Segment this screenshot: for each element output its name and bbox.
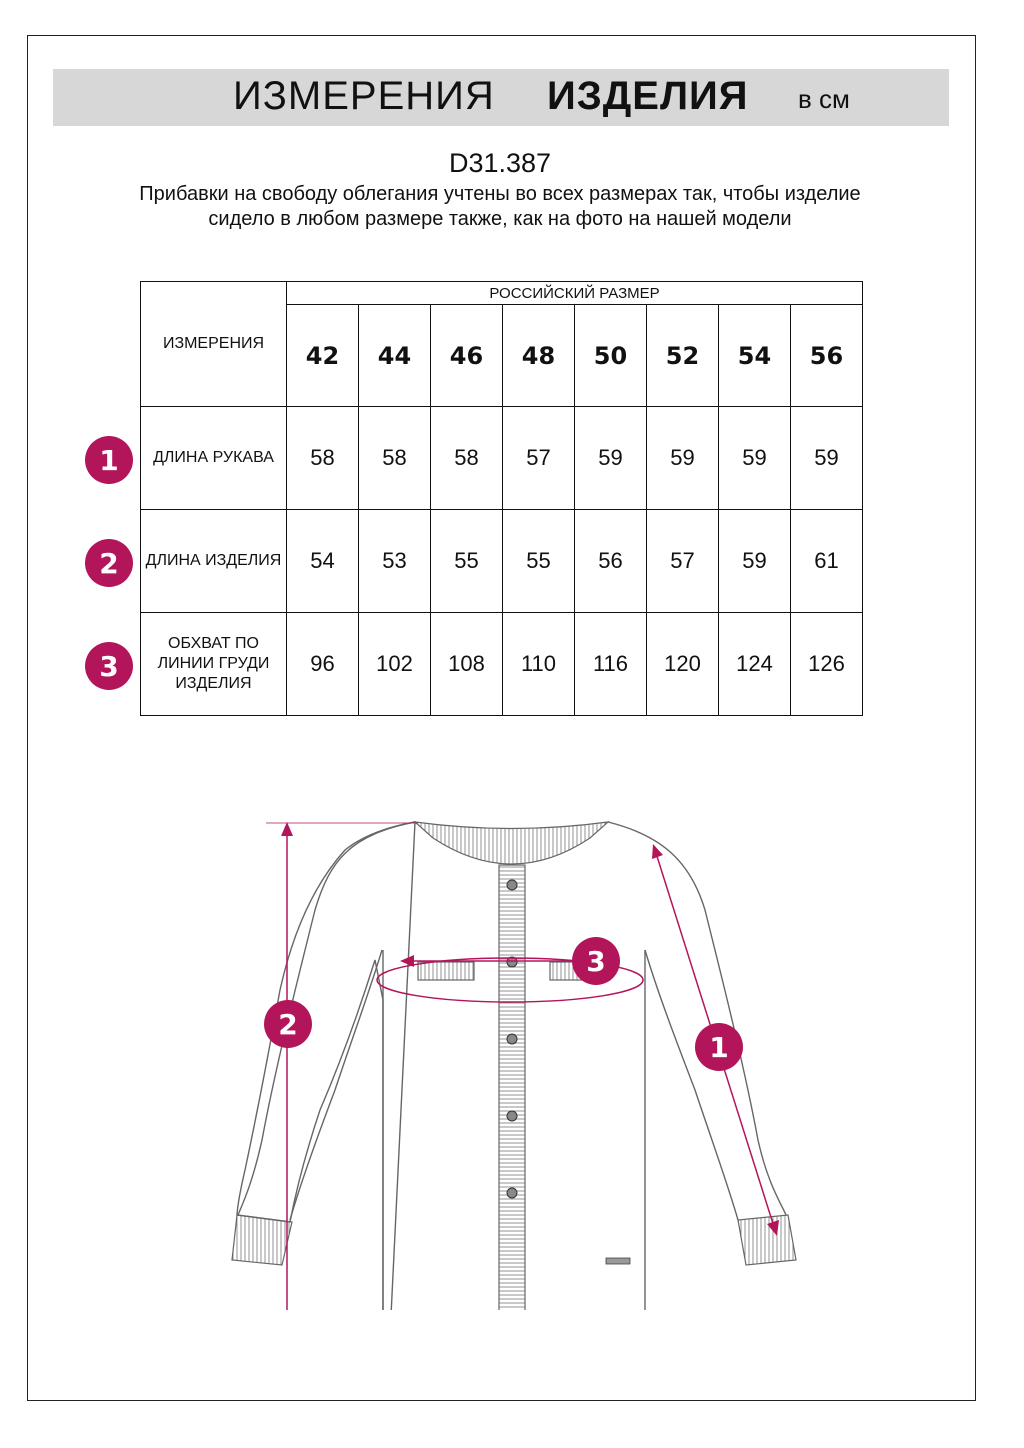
table-cell: 108 [431, 613, 503, 716]
fit-note: Прибавки на свободу облегания учтены во всех размерах так, чтобы изделие сидело в любом размере также, как на фото на нашей модели [139, 183, 861, 230]
table-row [141, 613, 863, 716]
row-label: ДЛИНА РУКАВА [141, 407, 287, 510]
size-header: 48 [503, 305, 575, 407]
cardigan-drawing [0, 790, 1024, 1310]
row-label: ОБХВАТ ПО ЛИНИИ ГРУДИ ИЗДЕЛИЯ [141, 613, 287, 716]
size-table [140, 281, 863, 716]
header-title-bold: ИЗДЕЛИЯ [547, 74, 749, 118]
table-row [141, 407, 863, 510]
table-cell: 120 [647, 613, 719, 716]
table-cell: 59 [719, 510, 791, 613]
table-cell: 56 [575, 510, 647, 613]
table-cell: 59 [791, 407, 863, 510]
label-tag [606, 1258, 630, 1264]
table-cell: 57 [647, 510, 719, 613]
marker-sleeve: 1 [695, 1023, 743, 1071]
size-header: 44 [359, 305, 431, 407]
button [507, 1034, 517, 1044]
left-cuff [232, 1215, 292, 1265]
row-badge: 2 [85, 539, 133, 587]
table-cell: 126 [791, 613, 863, 716]
article-number: D31.387 [448, 148, 552, 178]
table-cell: 102 [359, 613, 431, 716]
header-unit: в см [798, 84, 850, 114]
row-badge: 3 [85, 642, 133, 690]
table-cell: 59 [575, 407, 647, 510]
table-cell: 124 [719, 613, 791, 716]
table-cell: 57 [503, 407, 575, 510]
header-title: ИЗМЕРЕНИЯ [233, 74, 495, 118]
table-cell: 54 [287, 510, 359, 613]
table-cell: 58 [359, 407, 431, 510]
button [507, 1111, 517, 1121]
marker-length: 2 [264, 1000, 312, 1048]
button [507, 1188, 517, 1198]
size-header: 42 [287, 305, 359, 407]
table-cell: 55 [503, 510, 575, 613]
left-pocket [418, 962, 474, 980]
measure-header: ИЗМЕРЕНИЯ [141, 282, 287, 407]
row-label: ДЛИНА ИЗДЕЛИЯ [141, 510, 287, 613]
table-cell: 53 [359, 510, 431, 613]
button [507, 880, 517, 890]
table-row [141, 510, 863, 613]
table-cell: 61 [791, 510, 863, 613]
table-cell: 116 [575, 613, 647, 716]
size-group-header: РОССИЙСКИЙ РАЗМЕР [287, 282, 863, 305]
table-cell: 96 [287, 613, 359, 716]
marker-chest: 3 [572, 937, 620, 985]
size-header: 52 [647, 305, 719, 407]
button-placket [499, 865, 525, 1310]
table-cell: 58 [287, 407, 359, 510]
collar-rib [415, 822, 608, 864]
right-cuff [738, 1215, 796, 1265]
row-badge: 1 [85, 436, 133, 484]
size-header: 50 [575, 305, 647, 407]
table-cell: 55 [431, 510, 503, 613]
table-cell: 58 [431, 407, 503, 510]
size-header: 46 [431, 305, 503, 407]
size-header: 54 [719, 305, 791, 407]
table-cell: 110 [503, 613, 575, 716]
table-cell: 59 [719, 407, 791, 510]
size-header: 56 [791, 305, 863, 407]
table-cell: 59 [647, 407, 719, 510]
